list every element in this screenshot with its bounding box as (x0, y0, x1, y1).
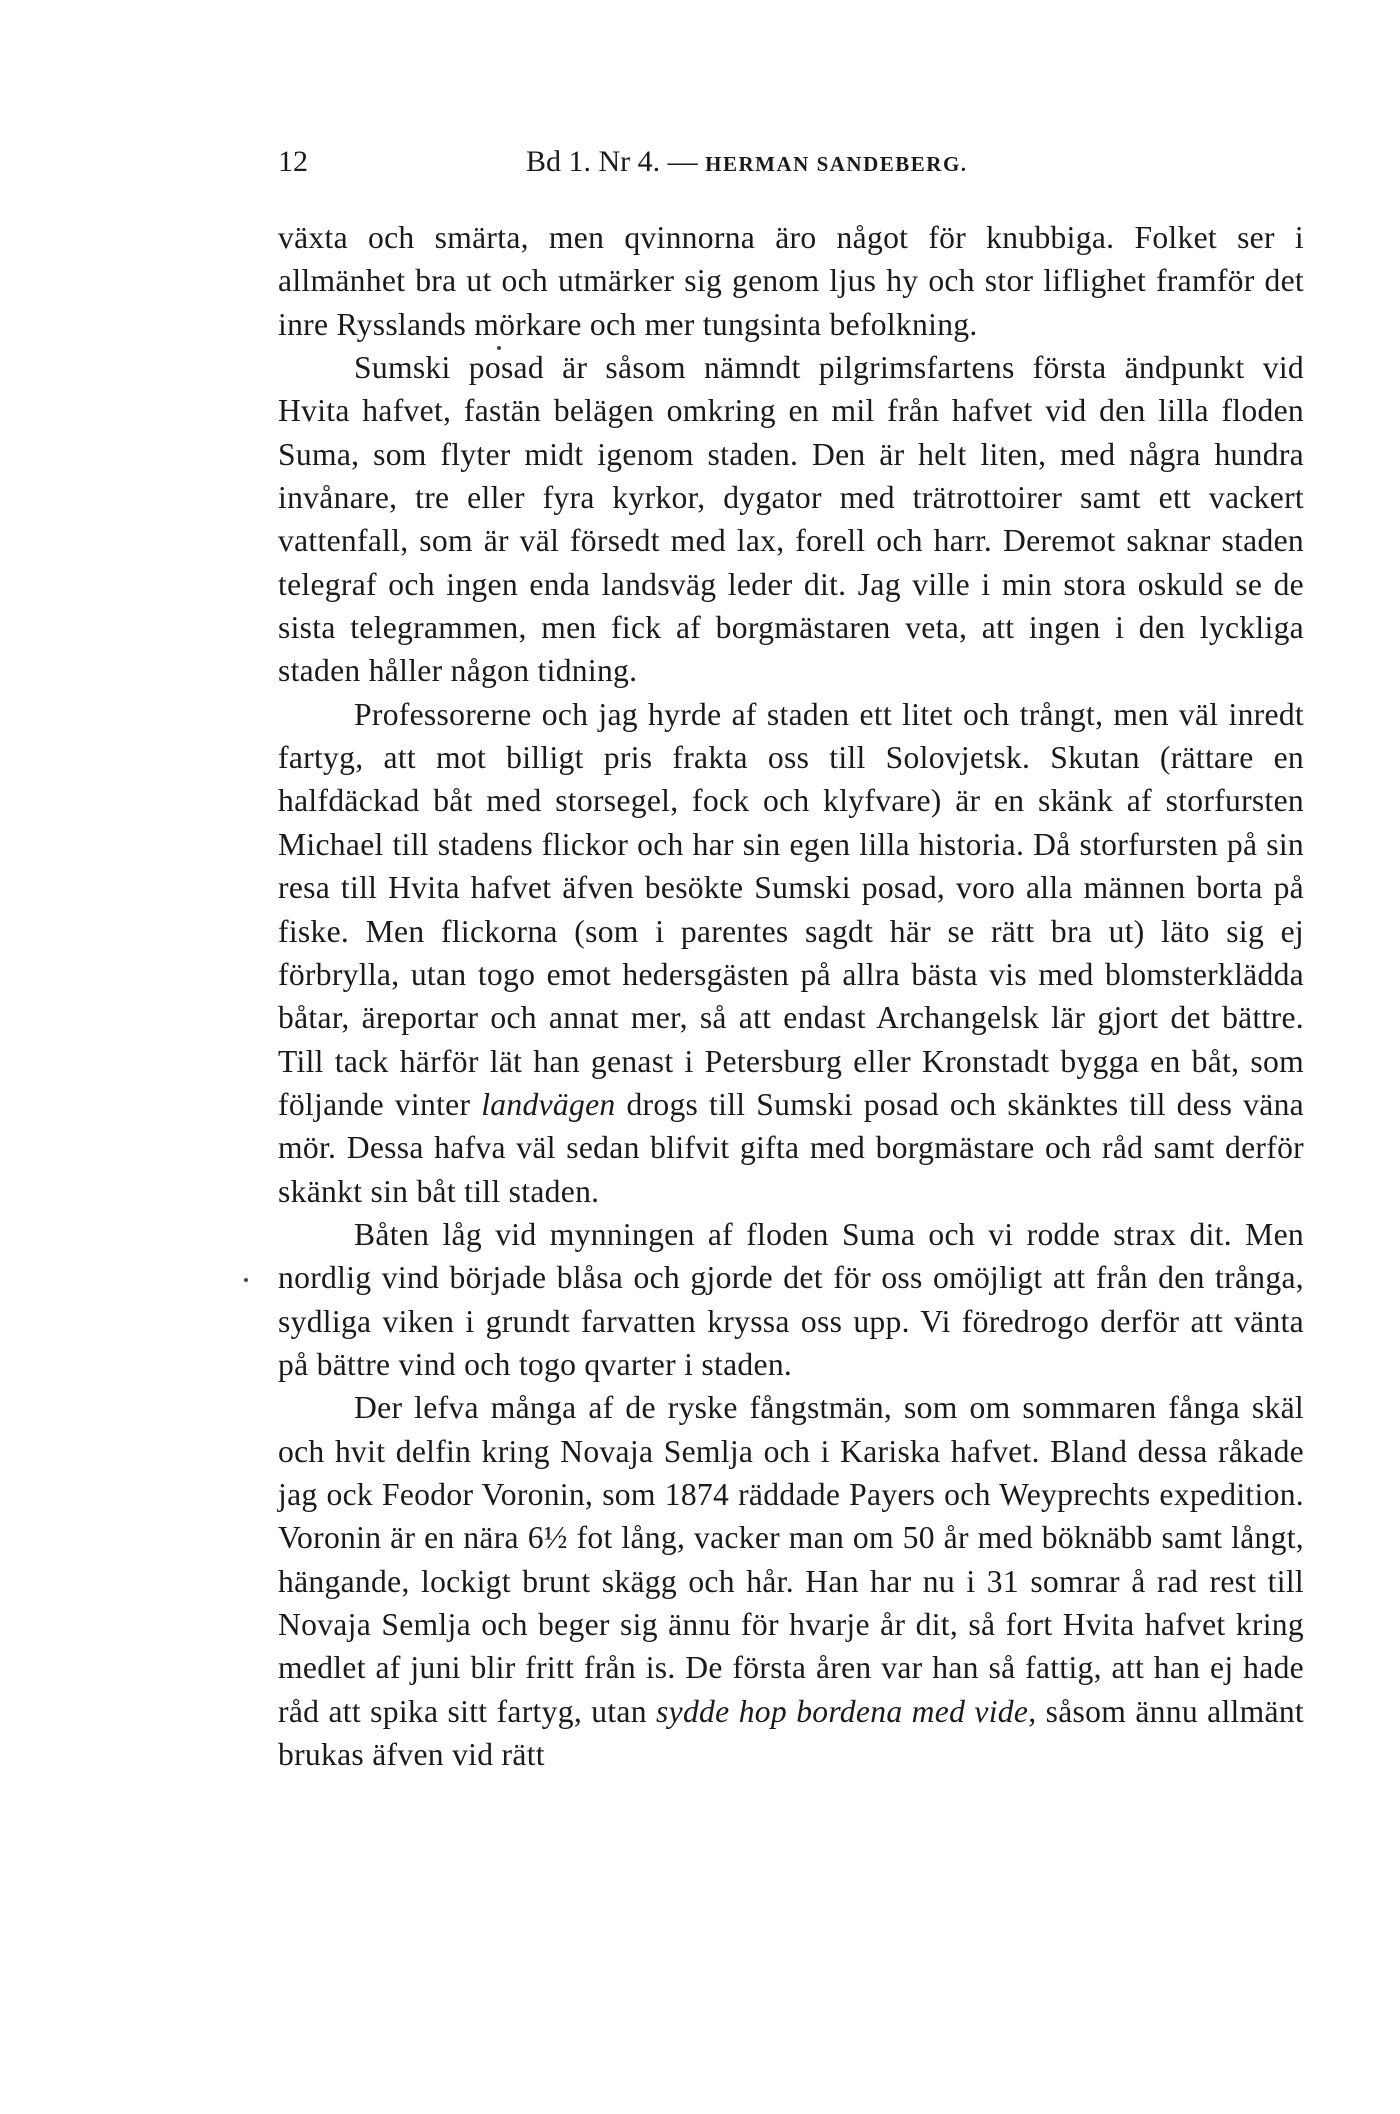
journal-reference (526, 140, 968, 186)
paragraph-3 (278, 693, 1304, 1213)
journal-volume: Bd 1. Nr 4. — (526, 145, 698, 178)
running-head (278, 140, 1304, 184)
print-speck (497, 346, 501, 350)
print-speck (244, 1278, 248, 1282)
paragraph-5 (278, 1386, 1304, 1776)
paragraph-5-italic: sydde hop bordena med vide, (656, 1693, 1037, 1729)
paragraph-5-text-before: Der lefva många af de ryske fångstmän, som om sommaren fånga skäl och hvit delfin kring Novaja Semlja och i Kariska hafvet. Bland dessa råkade jag ock Feodor Voronin, som 1874 räddade Payers och Weyprechts expedition. Voronin är en nära 6½ fot lång, vacker man om 50 år med böknäbb samt långt, hängande, lockigt brunt skägg och hår. Han har nu i 31 somrar å rad rest till Novaja Semlja och beger sig ännu för hvarje år dit, så fort Hvita hafvet kring medlet af juni blir fritt från is. De första åren var han så fattig, att han ej hade råd att spika sitt fartyg, utan (278, 1390, 1304, 1729)
paragraph-5-text-after: såsom ännu allmänt brukas äfven vid rätt (278, 1693, 1304, 1773)
author-name: HERMAN SANDEBERG. (705, 152, 968, 176)
paragraph-1: växta och smärta, men qvinnorna äro något för knubbiga. Folket ser i allmänhet bra ut och utmärker sig genom ljus hy och stor liflighet framför det inre Rysslands mörkare och mer tungsinta befolkning. (278, 220, 1304, 342)
body-text (278, 216, 1304, 1776)
paragraph-3-text-after: drogs till Sumski posad och skänktes till dess väna mör. Dessa hafva väl sedan blifvit gifta med borgmästare och råd samt derför skänkt sin båt till staden. (278, 1086, 1304, 1209)
paragraph-4: Båten låg vid mynningen af floden Suma och vi rodde strax dit. Men nordlig vind började blåsa och gjorde det för oss omöjligt att från den trånga, sydliga viken i grundt farvatten kryssa oss upp. Vi föredrogo derför att vänta på bättre vind och togo qvarter i staden. (278, 1216, 1304, 1382)
paragraph-3-italic: landvägen (481, 1086, 616, 1122)
book-page (278, 140, 1304, 1776)
page-number: 12 (278, 145, 308, 178)
paragraph-2: Sumski posad är såsom nämndt pilgrimsfartens första ändpunkt vid Hvita hafvet, fastän belägen omkring en mil från hafvet vid den lilla floden Suma, som flyter midt igenom staden. Den är helt liten, med några hundra invånare, tre eller fyra kyrkor, dygator med trätrottoirer samt ett vackert vattenfall, som är väl försedt med lax, forell och harr. Deremot saknar staden telegraf och ingen enda landsväg leder dit. Jag ville i min stora oskuld se de sista telegrammen, men fick af borgmästaren veta, att ingen i den lyckliga staden håller någon tidning. (278, 350, 1304, 689)
paragraph-3-text-before: Professorerne och jag hyrde af staden ett litet och trångt, men väl inredt fartyg, att mot billigt pris frakta oss till Solovjetsk. Skutan (rättare en halfdäckad båt med storsegel, fock och klyfvare) är en skänk af storfursten Michael till stadens flickor och har sin egen lilla historia. Då storfursten på sin resa till Hvita hafvet äfven besökte Sumski posad, voro alla männen borta på fiske. Men flickorna (som i parentes sagdt här se rätt bra ut) läto sig ej förbrylla, utan togo emot hedersgästen på allra bästa vis med blomsterklädda båtar, äreportar och annat mer, så att endast Archangelsk lär gjort det bättre. Till tack härför lät han genast i Petersburg eller Kronstadt bygga en båt, som följande vinter (278, 696, 1304, 1122)
